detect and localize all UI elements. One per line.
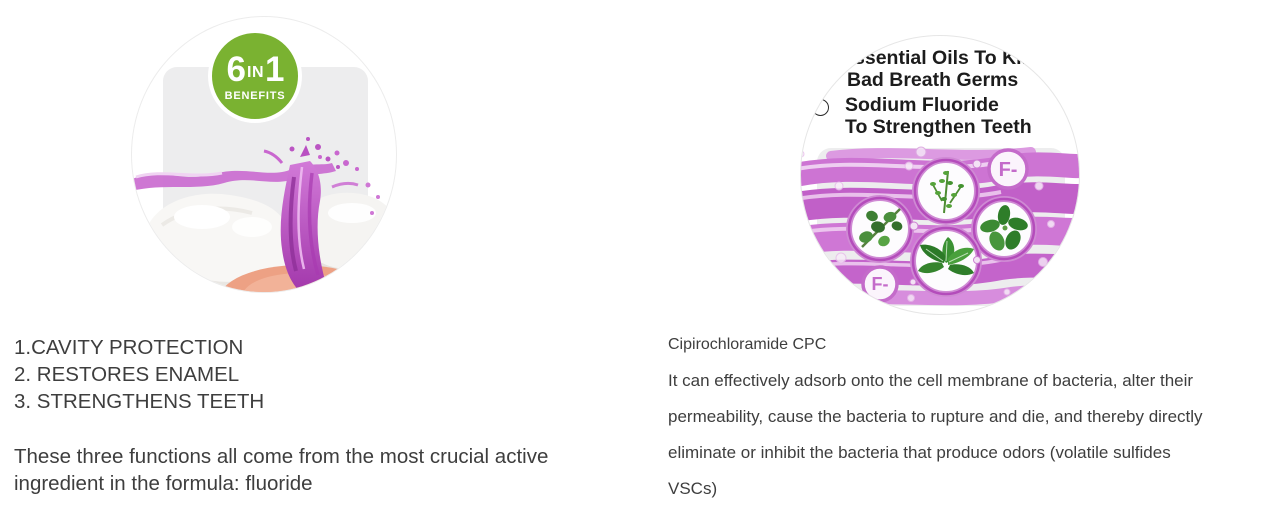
fluoride-label-bottom: F- bbox=[871, 274, 889, 294]
left-product-image bbox=[131, 16, 397, 293]
caption-line-bad-breath: Bad Breath Germs bbox=[847, 69, 1019, 91]
right-image-caption bbox=[841, 47, 1032, 138]
caption-line-strengthen-teeth: To Strengthen Teeth bbox=[845, 116, 1032, 138]
thyme-bubble bbox=[915, 160, 977, 222]
fluoride-label-top: F- bbox=[998, 159, 1018, 181]
benefits-numbered-list bbox=[14, 334, 264, 415]
six-in-one-benefits-badge bbox=[208, 29, 302, 123]
fluoride-description-paragraph bbox=[14, 443, 548, 497]
cpc-paragraph-line-4: VSCs) bbox=[668, 479, 718, 498]
right-product-image bbox=[800, 35, 1080, 315]
fluoride-badge-top bbox=[989, 150, 1027, 188]
badge-subtitle: BENEFITS bbox=[224, 90, 286, 102]
list-item-restores-enamel: 2. RESTORES ENAMEL bbox=[14, 363, 240, 386]
list-item-cavity-protection: 1.CAVITY PROTECTION bbox=[14, 336, 244, 359]
fluoride-paragraph-line-1: These three functions all come from the most crucial active bbox=[14, 445, 549, 468]
badge-number-6: 6 bbox=[226, 50, 245, 89]
list-item-strengthens-teeth: 3. STRENGTHENS TEETH bbox=[14, 390, 265, 413]
mint-bubble bbox=[913, 228, 979, 294]
fluoride-paragraph-line-2: ingredient in the formula: fluoride bbox=[14, 472, 313, 495]
badge-title bbox=[227, 52, 284, 87]
oregano-bubble bbox=[974, 199, 1034, 259]
cpc-paragraph-line-1: It can effectively adsorb onto the cell membrane of bacteria, alter their bbox=[668, 371, 1194, 390]
cpc-paragraph-line-2: permeability, cause the bacteria to rupture and die, and thereby directly bbox=[668, 407, 1203, 426]
cpc-description-paragraph bbox=[668, 363, 1203, 507]
cpc-heading: Cipirochloramide CPC bbox=[668, 336, 827, 353]
eucalyptus-bubble bbox=[849, 198, 911, 260]
caption-line-sodium-fluoride: Sodium Fluoride bbox=[845, 94, 999, 116]
badge-number-1: 1 bbox=[265, 50, 284, 89]
fluoride-badge-bottom bbox=[863, 267, 897, 301]
leaf-circle-icon bbox=[812, 99, 829, 116]
badge-in-text: IN bbox=[247, 63, 264, 81]
caption-line-essential-oils: Essential Oils To Kill bbox=[841, 47, 1033, 69]
cpc-paragraph-line-3: eliminate or inhibit the bacteria that produce odors (volatile sulfides bbox=[668, 443, 1171, 462]
